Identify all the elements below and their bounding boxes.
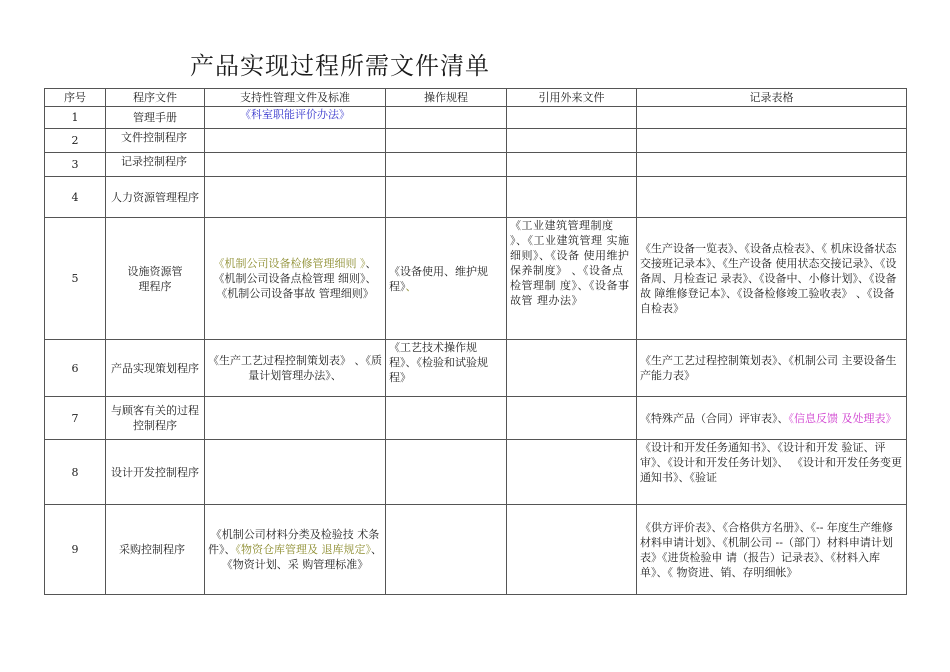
table-row — [45, 153, 907, 177]
table-row — [45, 340, 907, 397]
row-program: 设施资源管 理程序 — [127, 264, 183, 293]
operation-mark: 、 — [405, 279, 417, 293]
row-support: 《科室职能评价办法》 — [205, 107, 386, 129]
row-no: 4 — [45, 177, 106, 218]
row-records: 《设计和开发任务通知书》、《设计和开发 验证、评审》、《设计和开发任务计划》、 《设计和开发任务变更通知书》、《验证 — [640, 441, 902, 484]
table-header-row — [45, 89, 907, 107]
table-row — [45, 107, 907, 129]
row-no: 2 — [45, 129, 106, 153]
support-rest: 、《物资计划、采 购管理标准》 — [221, 543, 382, 571]
row-program: 人力资源管理程序 — [106, 177, 205, 218]
row-records: 《生产设备一览表》、《设备点检表》、《 机床设备状态交接班记录本》、《生产设备 使用状态交接记录》、《设备周、月检查记 录表》、《设备中、小修计划》、《设备故 障维修登记本》、《设备检修竣工验收表》 、《设备自检表》 — [637, 218, 907, 340]
header-no: 序号 — [45, 89, 106, 107]
row-program: 文件控制程序 — [121, 130, 187, 144]
row-records: 《生产工艺过程控制策划表》、《机制公司 主要设备生产能力表》 — [637, 340, 907, 397]
header-support: 支持性管理文件及标准 — [205, 89, 386, 107]
row-records — [640, 411, 903, 426]
row-support — [208, 527, 382, 572]
row-support: 《生产工艺过程控制策划表》 、《质量计划管理办法》、 — [205, 340, 386, 397]
table-row — [45, 129, 907, 153]
row-operation — [389, 264, 503, 294]
header-program: 程序文件 — [106, 89, 205, 107]
row-no: 3 — [45, 153, 106, 177]
support-text: 《机制公司材料分类及检验技 术条件》、 — [208, 528, 380, 556]
row-operation: 《工艺技术操作规程》、《检验和试验规程》 — [386, 340, 507, 397]
row-no: 7 — [45, 397, 106, 440]
row-no: 1 — [45, 107, 106, 129]
row-program: 记录控制程序 — [121, 154, 187, 168]
records-highlight: 《信息反馈 及处理表》 — [788, 411, 897, 425]
row-no: 5 — [45, 218, 106, 340]
row-records: 《供方评价表》、《合格供方名册》、《-- 年度生产维修材料申请计划》、《机制公司 --（部门）材料申请计划表》《进货检验申 请（报告）记录表》、《材料入库单》、《 物资进、销、存明细帐》 — [637, 505, 907, 595]
support-highlight: 《物资仓库管理及 退库规定》 — [235, 543, 371, 556]
row-program: 采购控制程序 — [119, 543, 185, 556]
support-highlight: 《机制公司设备检修管理细则 》 — [213, 257, 366, 270]
row-program: 产品实现策划程序 — [106, 340, 205, 397]
row-program: 与顾客有关的过程控制程序 — [106, 397, 205, 440]
support-rest: 、《机制公司设备点检管理 细则》、《机制公司设备事故 管理细则》 — [213, 257, 377, 300]
table-row — [45, 505, 907, 595]
row-no: 6 — [45, 340, 106, 397]
document-table — [44, 88, 907, 595]
row-external: 《工业建筑管理制度 》、《工业建筑管理 实施细则》、《设备 使用维护保养制度》 、《设备点检管理制 度》、《设备事故管 理办法》 — [510, 219, 630, 307]
row-program: 管理手册 — [106, 107, 205, 129]
row-no: 9 — [45, 505, 106, 595]
records-text: 《特殊产品（合同）评审表》、 — [640, 411, 789, 425]
table-row — [45, 218, 907, 340]
operation-text: 《设备使用、维护规程》 — [389, 264, 488, 293]
row-program: 设计开发控制程序 — [106, 440, 205, 505]
header-external: 引用外来文件 — [507, 89, 637, 107]
row-support — [208, 256, 382, 301]
table-row — [45, 177, 907, 218]
header-operation: 操作规程 — [386, 89, 507, 107]
header-records: 记录表格 — [637, 89, 907, 107]
table-row — [45, 440, 907, 505]
page-title: 产品实现过程所需文件清单 — [190, 52, 490, 80]
table-row — [45, 397, 907, 440]
row-no: 8 — [45, 440, 106, 505]
